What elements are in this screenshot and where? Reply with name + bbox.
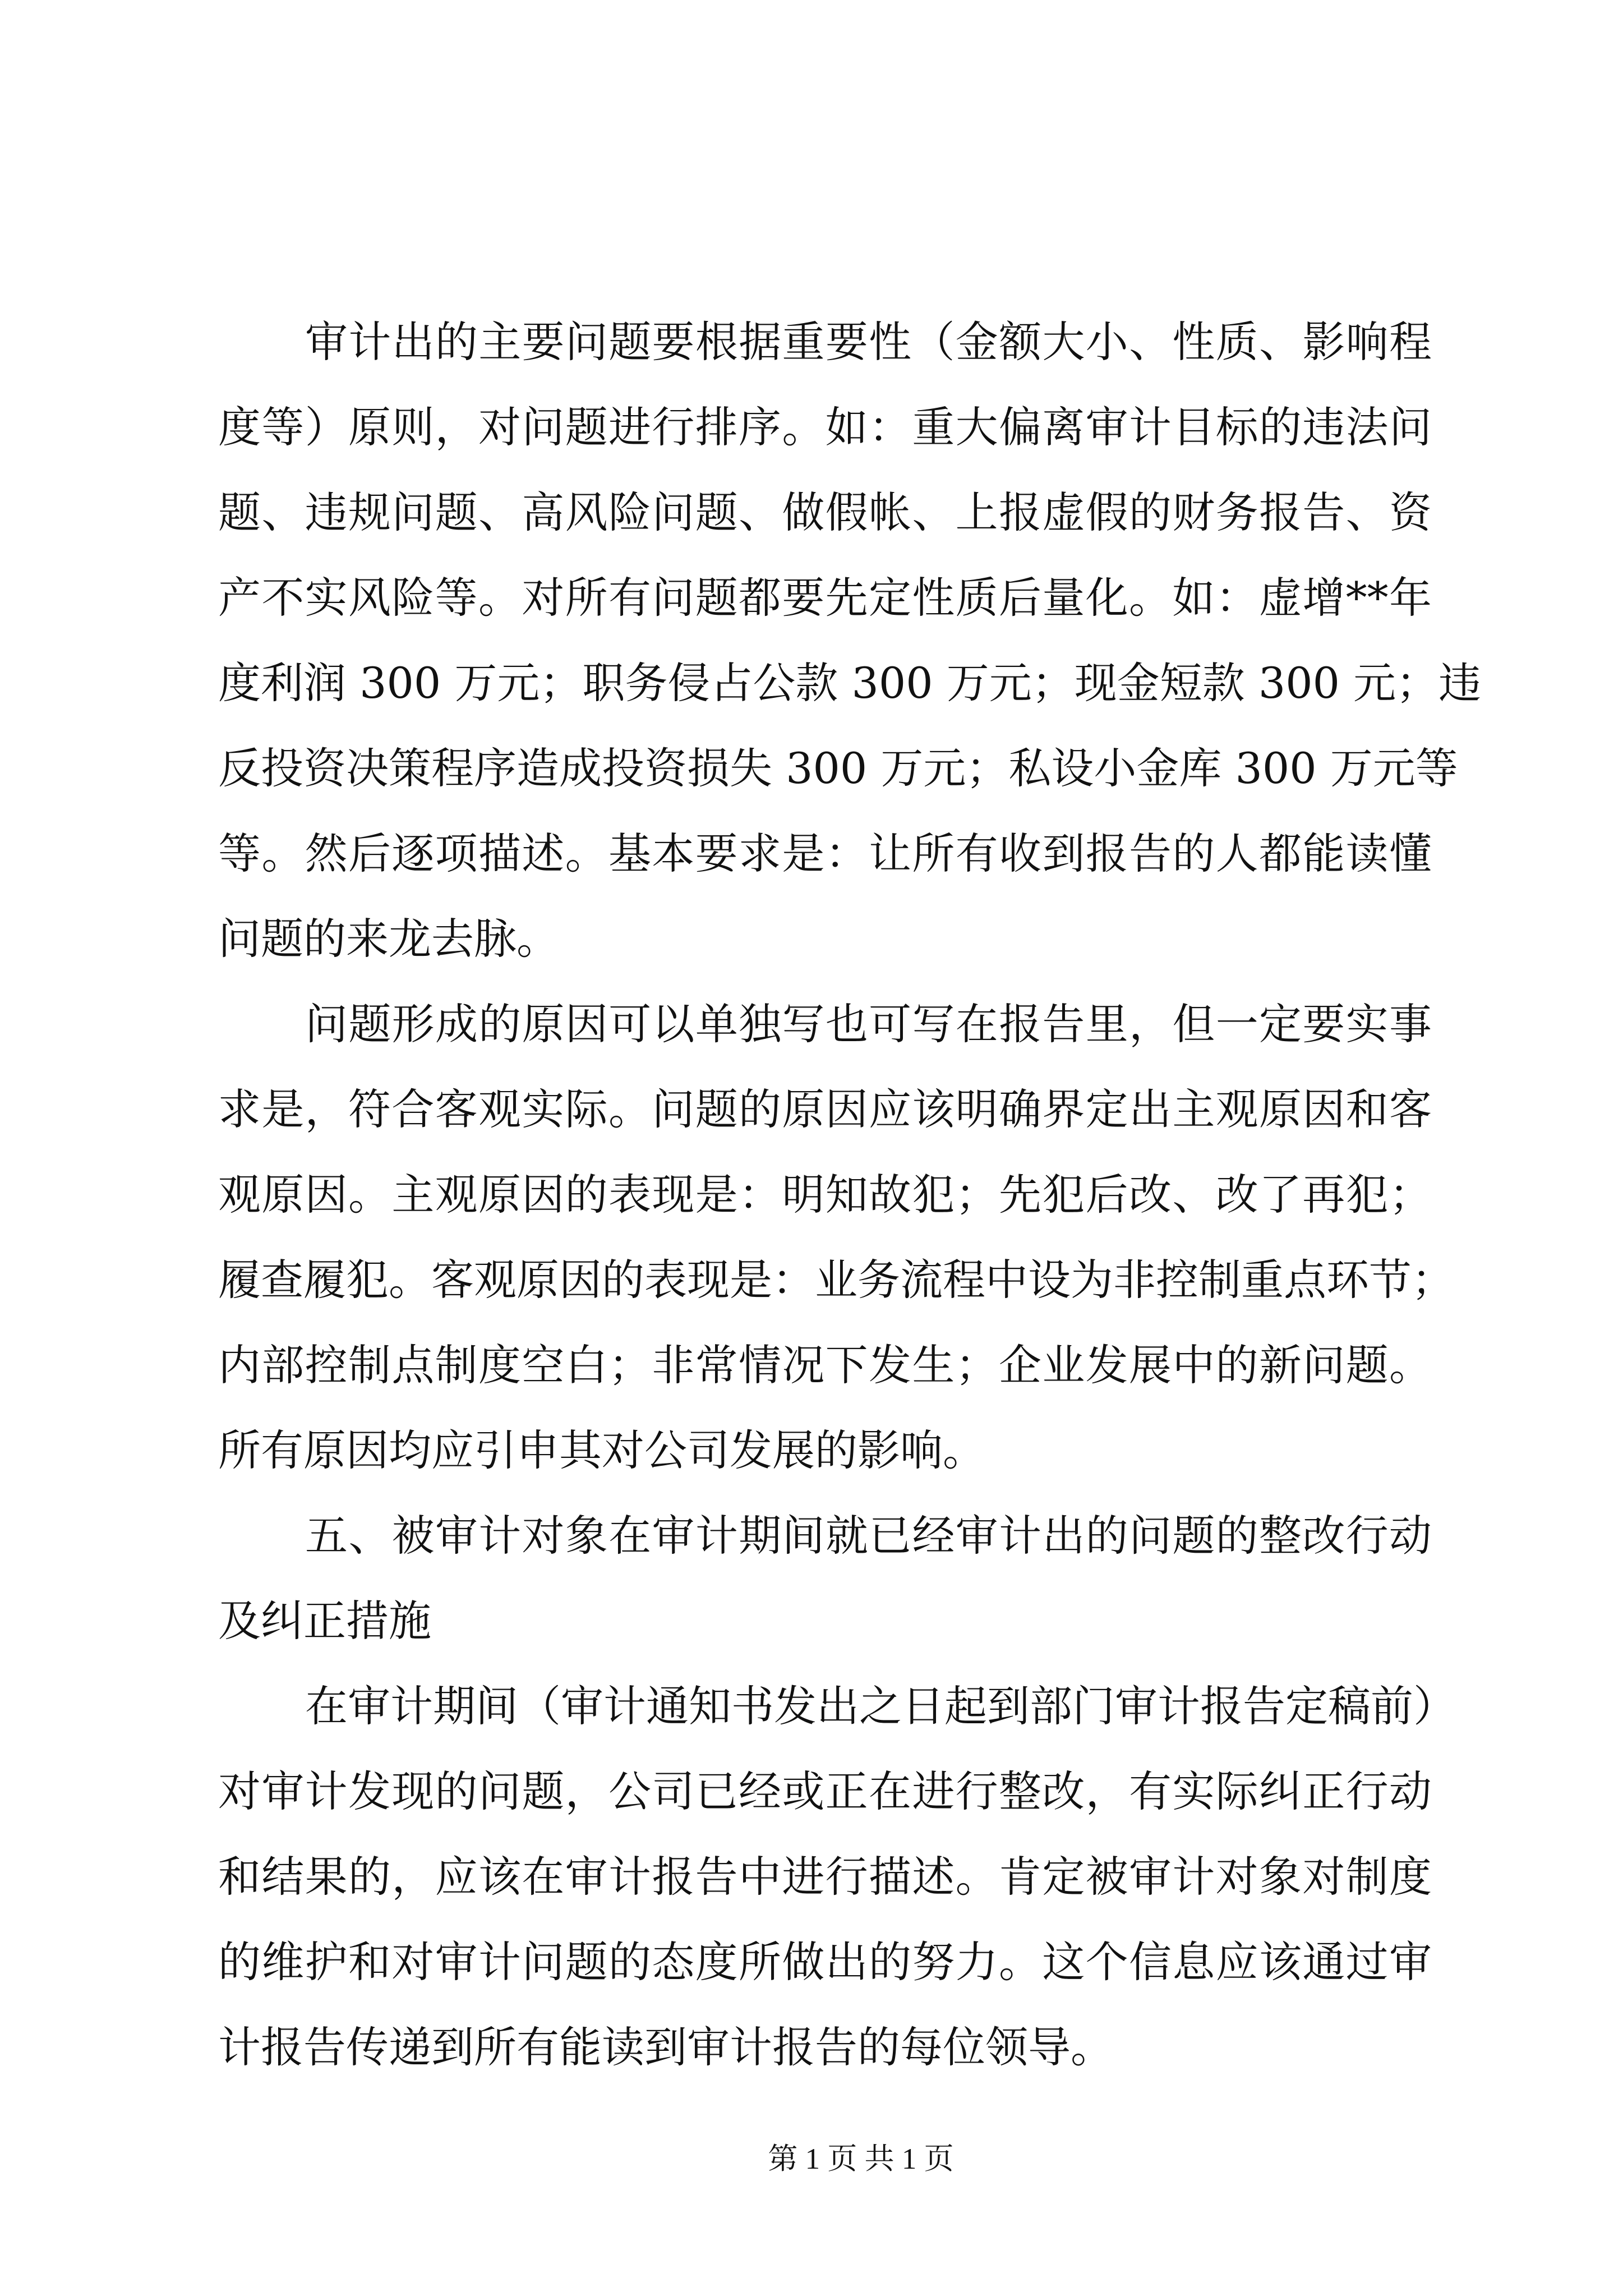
- text-line: 对审计发现的问题，公司已经或正在进行整改，有实际纠正行动: [218, 1766, 1432, 1816]
- text-line: 和结果的，应该在审计报告中进行描述。肯定被审计对象对制度: [218, 1852, 1432, 1902]
- text-line: 反投资决策程序造成投资损失 300 万元；私设小金库 300 万元等: [218, 743, 1458, 793]
- paragraph-problems: [218, 300, 1482, 982]
- text-line: 履查履犯。客观原因的表现是：业务流程中设为非控制重点环节；: [218, 1255, 1454, 1305]
- text-line: 观原因。主观原因的表现是：明知故犯；先犯后改、改了再犯；: [218, 1170, 1432, 1220]
- paragraph-rectification: [218, 1664, 1456, 2090]
- text-line: 问题形成的原因可以单独写也可写在报告里，但一定要实事: [305, 999, 1432, 1049]
- heading-line: 及纠正措施: [218, 1596, 431, 1646]
- text-line: 求是，符合客观实际。问题的原因应该明确界定出主观原因和客: [218, 1084, 1432, 1134]
- section-heading: [218, 1493, 1432, 1664]
- text-line: 内部控制点制度空白；非常情况下发生；企业发展中的新问题。: [218, 1340, 1432, 1390]
- text-line: 在审计期间（审计通知书发出之日起到部门审计报告定稿前）: [305, 1681, 1456, 1731]
- document-body: [218, 300, 1482, 2090]
- page-footer: 第 1 页 共 1 页: [768, 2143, 954, 2175]
- text-line: 度等）原则，对问题进行排序。如：重大偏离审计目标的违法问: [218, 402, 1432, 452]
- text-line: 审计出的主要问题要根据重要性（金额大小、性质、影响程: [305, 317, 1432, 367]
- text-line: 题、违规问题、高风险问题、做假帐、上报虚假的财务报告、资: [218, 487, 1432, 537]
- text-line: 等。然后逐项描述。基本要求是：让所有收到报告的人都能读懂: [218, 829, 1432, 878]
- text-line: 的维护和对审计问题的态度所做出的努力。这个信息应该通过审: [218, 1937, 1432, 1987]
- text-line: 问题的来龙去脉。: [218, 914, 559, 964]
- text-line: 所有原因均应引申其对公司发展的影响。: [218, 1425, 985, 1475]
- text-line: 计报告传递到所有能读到审计报告的每位领导。: [218, 2022, 1113, 2072]
- text-line: 度利润 300 万元；职务侵占公款 300 万元；现金短款 300 元；违: [218, 658, 1482, 708]
- paragraph-causes: [218, 982, 1454, 1493]
- heading-line: 五、被审计对象在审计期间就已经审计出的问题的整改行动: [305, 1511, 1432, 1561]
- text-line: 产不实风险等。对所有问题都要先定性质后量化。如：虚增**年: [218, 573, 1432, 623]
